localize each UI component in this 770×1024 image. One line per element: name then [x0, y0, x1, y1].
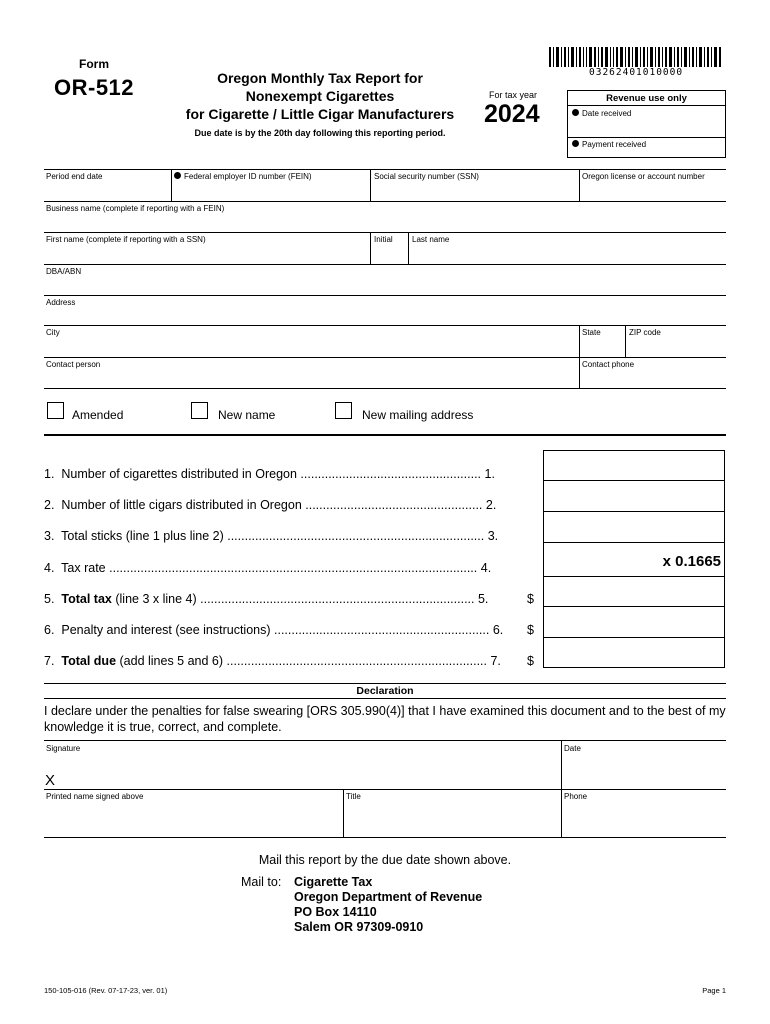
contact-person-field[interactable] — [44, 358, 579, 388]
phone-label: Phone — [564, 792, 588, 801]
dba-abn-label: DBA/ABN — [46, 267, 82, 276]
line-dots: ............................................................................... — [200, 592, 475, 606]
signature-mark: X — [45, 772, 56, 789]
business-name-field[interactable] — [44, 202, 726, 232]
line-text: Number of cigarettes distributed in Oregon — [61, 467, 297, 481]
phone-field[interactable] — [562, 790, 726, 837]
title-line-1: Oregon Monthly Tax Report for — [217, 70, 423, 86]
line-ref: 5. — [477, 592, 489, 606]
state-field[interactable] — [580, 326, 625, 357]
mail-instruction: Mail this report by the due date shown above. — [258, 853, 512, 867]
form-label: Form — [79, 57, 109, 71]
initial-label: Initial — [374, 235, 393, 244]
revenue-use-title: Revenue use only — [606, 93, 687, 104]
first-name-field[interactable] — [44, 233, 370, 264]
date-received-label: Date received — [572, 109, 631, 119]
line-ref: 7. — [490, 654, 501, 668]
business-name-label: Business name (complete if reporting with a FEIN) — [46, 204, 225, 213]
new-name-checkbox[interactable] — [191, 402, 208, 419]
line-ref: 2. — [485, 498, 497, 512]
title-label: Title — [346, 792, 361, 801]
line-number: 3. — [44, 529, 55, 543]
state-label: State — [582, 328, 601, 337]
line-text: Tax rate — [61, 561, 106, 575]
line-number: 1. — [44, 467, 55, 481]
line-5-input[interactable] — [543, 576, 725, 607]
period-end-date-label: Period end date — [46, 172, 103, 181]
line-ref: 1. — [484, 467, 495, 481]
printed-name-field[interactable] — [44, 790, 343, 837]
last-name-label: Last name — [412, 235, 450, 244]
period-end-date-field[interactable] — [44, 170, 171, 202]
tax-year-label: For tax year — [489, 90, 538, 100]
title-line-2: Nonexempt Cigarettes — [245, 88, 395, 104]
initial-field[interactable] — [371, 233, 408, 264]
line-5-dollar: $ — [527, 592, 534, 606]
line-6-dollar: $ — [527, 623, 534, 637]
address-label: Address — [46, 298, 76, 307]
title-field[interactable] — [344, 790, 561, 837]
line-1-input[interactable] — [543, 450, 725, 481]
fein-field[interactable] — [172, 170, 370, 202]
line-bold-text: Total tax — [61, 592, 112, 606]
fein-label: Federal employer ID number (FEIN) — [174, 172, 312, 182]
line-text: Penalty and interest (see instructions) — [61, 623, 271, 637]
title-line-3: for Cigarette / Little Cigar Manufacturers — [185, 106, 455, 122]
date-label: Date — [564, 744, 581, 753]
first-name-label: First name (complete if reporting with a SSN) — [46, 235, 206, 244]
oregon-license-label: Oregon license or account number — [582, 172, 705, 181]
mail-address-line-4: Salem OR 97309-0910 — [294, 920, 424, 934]
line-7-input[interactable] — [543, 637, 725, 668]
line-6-row — [44, 623, 503, 638]
line-number: 7. — [44, 654, 55, 668]
mail-address-line-3: PO Box 14110 — [294, 905, 377, 919]
line-dots: .......................................................................................................... — [109, 561, 478, 575]
line-ref: 4. — [480, 561, 492, 575]
line-3-row — [44, 529, 498, 544]
ssn-label: Social security number (SSN) — [374, 172, 479, 181]
line-text: (line 3 x line 4) — [111, 592, 197, 606]
line-ref: 6. — [492, 623, 504, 637]
declaration-title: Declaration — [356, 685, 414, 697]
line-number: 6. — [44, 623, 55, 637]
contact-phone-field[interactable] — [580, 358, 726, 388]
line-7-dollar: $ — [527, 654, 534, 668]
mail-address-line-1: Cigarette Tax — [294, 875, 373, 889]
line-number: 5. — [44, 592, 55, 606]
amended-checkbox[interactable] — [47, 402, 64, 419]
tax-rate-value: x 0.1665 — [662, 553, 721, 570]
bullet-icon — [572, 140, 579, 147]
line-text: Number of little cigars distributed in Oregon — [61, 498, 302, 512]
line-ref: 3. — [487, 529, 499, 543]
bullet-icon — [572, 109, 579, 116]
dba-abn-field[interactable] — [44, 265, 726, 295]
zip-code-label: ZIP code — [629, 328, 661, 337]
form-title — [160, 69, 480, 123]
signature-label: Signature — [46, 744, 81, 753]
oregon-license-field[interactable] — [580, 170, 726, 202]
city-field[interactable] — [44, 326, 579, 357]
line-2-row — [44, 498, 496, 513]
mail-address — [294, 875, 482, 935]
line-dots: .......................................................................... — [227, 529, 485, 543]
line-5-row — [44, 592, 488, 607]
line-6-input[interactable] — [543, 606, 725, 638]
last-name-field[interactable] — [409, 233, 726, 264]
footer-page: Page 1 — [702, 986, 726, 995]
bullet-icon — [174, 172, 181, 179]
line-dots: ........................................................................... — [226, 654, 487, 668]
ssn-field[interactable] — [371, 170, 579, 202]
footer-form-id: 150-105-016 (Rev. 07-17-23, ver. 01) — [44, 986, 168, 995]
line-text: (add lines 5 and 6) — [116, 654, 224, 668]
contact-phone-label: Contact phone — [582, 360, 635, 369]
tax-year: 2024 — [484, 100, 540, 128]
signature-field[interactable] — [44, 741, 561, 789]
line-2-input[interactable] — [543, 480, 725, 512]
line-dots: .............................................................. — [274, 623, 490, 637]
new-name-label: New name — [218, 408, 276, 422]
printed-name-label: Printed name signed above — [46, 792, 144, 801]
line-dots: ................................................... — [305, 498, 483, 512]
line-3-input[interactable] — [543, 511, 725, 543]
barcode-number: 03262401010000 — [589, 67, 684, 78]
line-1-row — [44, 467, 495, 482]
new-mailing-address-checkbox[interactable] — [335, 402, 352, 419]
payment-received-label: Payment received — [572, 140, 646, 150]
declaration-text: I declare under the penalties for false swearing [ORS 305.990(4)] that I have examined this document and to the best of my knowledge it is true, correct, and complete. — [44, 704, 726, 734]
address-field[interactable] — [44, 296, 726, 326]
line-text: Total sticks (line 1 plus line 2) — [61, 529, 224, 543]
new-mailing-address-label: New mailing address — [362, 408, 474, 422]
due-date-note: Due date is by the 20th day following this reporting period. — [194, 128, 446, 138]
barcode-icon — [549, 47, 721, 67]
amended-label: Amended — [72, 408, 124, 422]
line-number: 2. — [44, 498, 55, 512]
line-dots: .................................................... — [300, 467, 482, 481]
date-field[interactable] — [562, 741, 726, 789]
line-number: 4. — [44, 561, 55, 575]
line-7-row — [44, 654, 501, 669]
contact-person-label: Contact person — [46, 360, 101, 369]
city-label: City — [46, 328, 60, 337]
zip-code-field[interactable] — [626, 326, 726, 357]
mail-address-line-2: Oregon Department of Revenue — [294, 890, 483, 904]
form-number: OR-512 — [54, 75, 135, 100]
mail-to-label: Mail to: — [241, 875, 282, 889]
line-4-row — [44, 561, 491, 576]
line-bold-text: Total due — [61, 654, 117, 668]
